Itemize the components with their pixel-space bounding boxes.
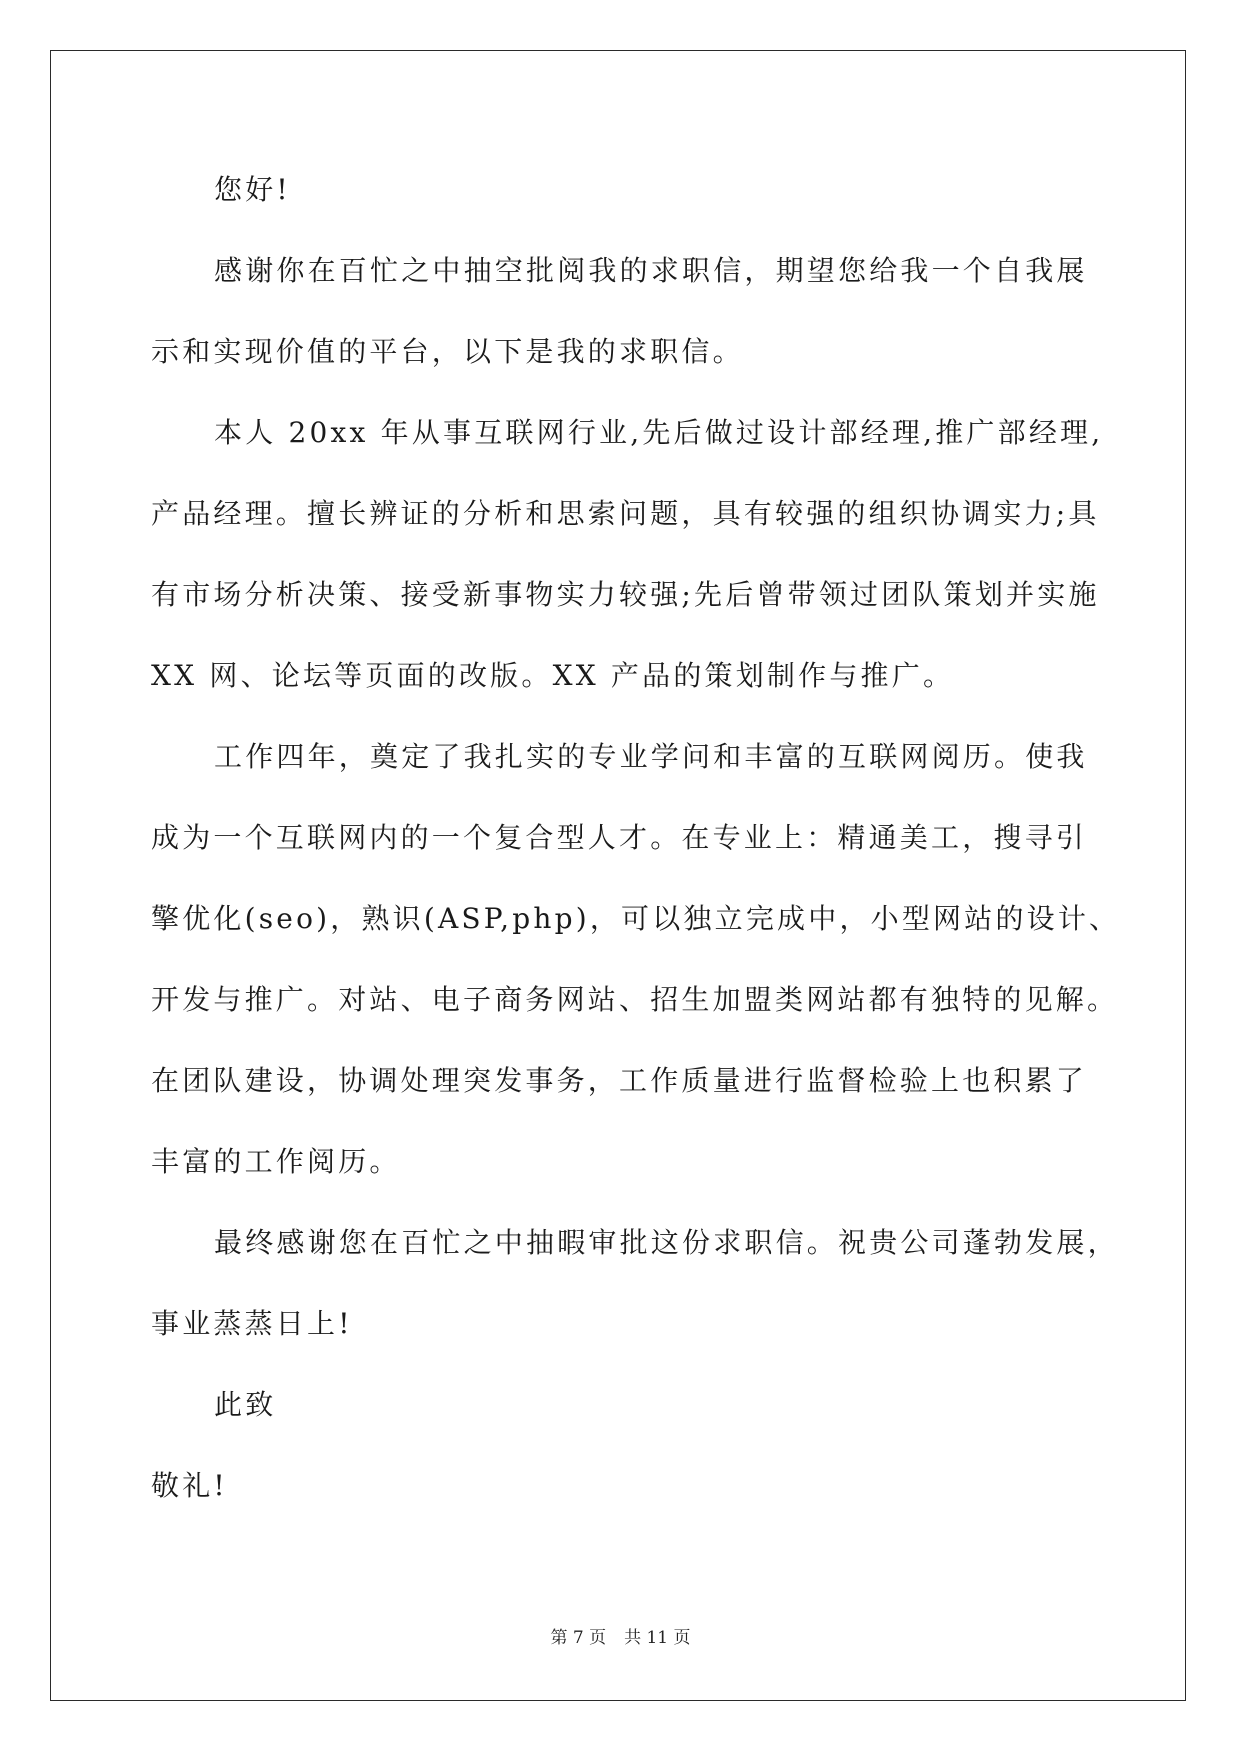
- paragraph-line: 事业蒸蒸日上!: [151, 1307, 353, 1340]
- paragraph-line: XX 网、论坛等页面的改版。XX 产品的策划制作与推广。: [151, 659, 955, 692]
- paragraph-line: 示和实现价值的平台，以下是我的求职信。: [151, 335, 744, 368]
- paragraph-line: 成为一个互联网内的一个复合型人才。在专业上：精通美工，搜寻引: [151, 821, 1088, 854]
- paragraph-line: 在团队建设，协调处理突发事务，工作质量进行监督检验上也积累了: [151, 1064, 1088, 1097]
- page-total: 共 11 页: [624, 1628, 691, 1648]
- paragraph-line: 最终感谢您在百忙之中抽暇审批这份求职信。祝贵公司蓬勃发展，: [214, 1226, 1119, 1259]
- paragraph-line: 产品经理。擅长辨证的分析和思索问题，具有较强的组织协调实力;具: [151, 497, 1100, 530]
- page-number: 第 7 页: [550, 1628, 607, 1648]
- paragraph-line: 丰富的工作阅历。: [151, 1145, 401, 1178]
- closing: 此致: [214, 1388, 277, 1421]
- paragraph-line: 擎优化(seo)，熟识(ASP,php)，可以独立完成中，小型网站的设计、: [151, 902, 1121, 935]
- paragraph-line: 感谢你在百忙之中抽空批阅我的求职信，期望您给我一个自我展: [214, 254, 1088, 287]
- greeting: 您好!: [214, 173, 291, 206]
- page-footer: [0, 1627, 1241, 1649]
- paragraph-line: 有市场分析决策、接受新事物实力较强;先后曾带领过团队策划并实施: [151, 578, 1100, 611]
- salutation: 敬礼!: [151, 1469, 228, 1502]
- paragraph-line: 工作四年，奠定了我扎实的专业学问和丰富的互联网阅历。使我: [214, 740, 1088, 773]
- page-border: [50, 50, 1186, 1701]
- paragraph-line: 本人 20xx 年从事互联网行业,先后做过设计部经理,推广部经理,: [214, 416, 1104, 449]
- paragraph-line: 开发与推广。对站、电子商务网站、招生加盟类网站都有独特的见解。: [151, 983, 1119, 1016]
